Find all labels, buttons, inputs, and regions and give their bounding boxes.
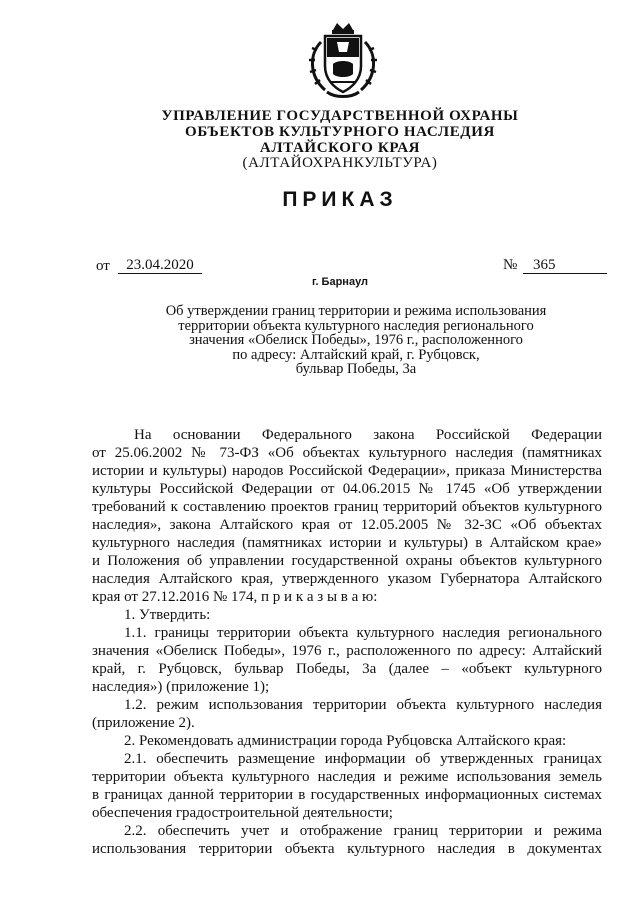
body-line: культуры Российской Федерации от 04.06.2015 № 1745 «Об утверждении xyxy=(92,481,602,497)
body-line: истории и культуры) народов Российской Федерации», приказа Министерства xyxy=(92,463,602,479)
subject-line: территории объекта культурного наследия регионального xyxy=(178,317,534,334)
body-line: в границах данной территории в государственных информационных системах xyxy=(92,787,602,803)
body-line: 2. Рекомендовать администрации города Рубцовска Алтайского края: xyxy=(124,733,567,749)
body-line: наследия Алтайского края, утвержденного указом Губернатора Алтайского xyxy=(92,571,602,587)
order-number: 365 xyxy=(523,257,607,274)
body-line: 1.2. режим использования территории объекта культурного наследия xyxy=(124,697,602,713)
body-line: наследия») (приложение 1); xyxy=(92,679,270,695)
body-line: требований к составлению проектов границ территорий объектов культурного xyxy=(92,499,602,515)
body-line: На основании Федерального закона Российской Федерации xyxy=(134,427,602,443)
subject-line: по адресу: Алтайский край, г. Рубцовск, xyxy=(232,346,480,363)
organization-short-name: (АЛТАЙОХРАНКУЛЬТУРА) xyxy=(242,155,438,171)
body-line: края от 27.12.2016 № 174, п р и к а з ы в а ю: xyxy=(92,589,378,605)
body-line: (приложение 2). xyxy=(92,715,195,731)
body-line: значения «Обелиск Победы», 1976 г., расположенного по адресу: Алтайский xyxy=(92,643,602,659)
city-line: г. Барнаул xyxy=(311,276,369,288)
body-line: 2.2. обеспечить учет и отображение границ территории и режима xyxy=(124,823,602,839)
organization-name-line-3: АЛТАЙСКОГО КРАЯ xyxy=(259,140,421,156)
body-line: 1. Утвердить: xyxy=(124,607,211,623)
date-prefix: от xyxy=(96,258,110,274)
body-line: обеспечения градостроительной деятельности; xyxy=(92,805,393,821)
subject-line: Об утверждении границ территории и режима использования xyxy=(165,303,547,319)
body-line: территории объекта культурного наследия и режиме использования земель xyxy=(92,769,602,785)
subject-line: бульвар Победы, 3а xyxy=(295,361,417,377)
document-type-title: ПРИКАЗ xyxy=(282,188,398,211)
order-subject xyxy=(126,304,586,377)
body-line: 1.1. границы территории объекта культурного наследия регионального xyxy=(124,625,602,641)
organization-name-line-1: УПРАВЛЕНИЕ ГОСУДАРСТВЕННОЙ ОХРАНЫ xyxy=(161,108,519,124)
body-line: культурного наследия (памятниках истории и культуры) в Алтайском крае» xyxy=(92,535,602,551)
order-body xyxy=(92,426,602,858)
body-line: 2.1. обеспечить размещение информации об утвержденных границах xyxy=(124,751,602,767)
body-line: край, г. Рубцовск, бульвар Победы, 3а (далее – «объект культурного xyxy=(92,661,602,677)
number-prefix: № xyxy=(503,257,518,273)
body-line: использования территории объекта культурного наследия в документах xyxy=(92,841,602,857)
body-line: наследия», закона Алтайского края от 12.05.2005 № 32-ЗС «Об объектах xyxy=(92,517,602,533)
body-line: и Положения об управлении государственной охраны объектов культурного xyxy=(92,553,602,569)
order-date: 23.04.2020 xyxy=(118,257,202,274)
organization-name-line-2: ОБЪЕКТОВ КУЛЬТУРНОГО НАСЛЕДИЯ xyxy=(185,124,495,140)
subject-line: значения «Обелиск Победы», 1976 г., расположенного xyxy=(189,332,523,348)
altai-krai-coat-of-arms-icon xyxy=(303,20,383,102)
body-line: от 25.06.2002 № 73-ФЗ «Об объектах культурного наследия (памятниках xyxy=(92,445,602,461)
